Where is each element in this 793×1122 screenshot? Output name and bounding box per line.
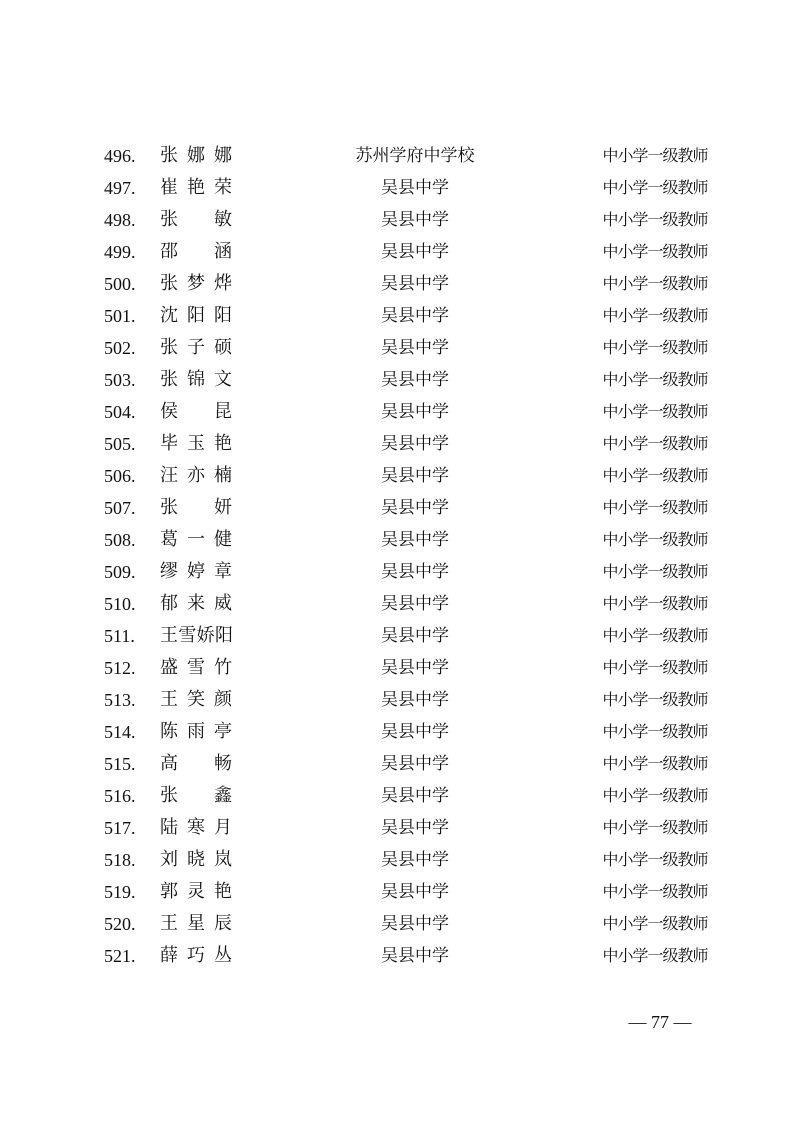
entry-number: 498. [104,210,136,230]
name-character: 雪 [178,625,196,646]
school-name: 苏州学府中学校 [355,146,475,166]
entry-number: 520. [104,914,136,934]
teacher-name [160,880,232,904]
entry-number: 505. [104,434,136,454]
teacher-title: 中小学一级教师 [602,402,708,421]
teacher-name [160,496,232,520]
name-character: 张 [160,145,178,166]
school-name: 吴县中学 [381,850,449,870]
name-character: 阳 [214,625,232,646]
entry-number: 496. [104,146,136,166]
teacher-title: 中小学一级教师 [602,818,708,837]
name-character: 娇 [196,625,214,646]
teacher-title: 中小学一级教师 [602,210,708,229]
name-character: 汪 [160,465,178,486]
name-character: 张 [160,273,178,294]
list-item [0,524,793,556]
list-item [0,332,793,364]
name-character: 王 [160,689,178,710]
name-character: 亦 [187,465,205,486]
list-item [0,684,793,716]
name-character: 葛 [160,529,178,550]
teacher-title: 中小学一级教师 [602,274,708,293]
name-character: 阳 [187,305,205,326]
name-character: 艳 [187,177,205,198]
list-item [0,460,793,492]
list-item [0,876,793,908]
list-item [0,140,793,172]
teacher-name [160,464,232,488]
teacher-name [160,624,232,648]
teacher-name [160,144,232,168]
teacher-title: 中小学一级教师 [602,626,708,645]
school-name: 吴县中学 [381,722,449,742]
name-character: 辰 [214,913,232,934]
school-name: 吴县中学 [381,530,449,550]
school-name: 吴县中学 [381,754,449,774]
entry-number: 506. [104,466,136,486]
school-name: 吴县中学 [381,402,449,422]
entry-number: 508. [104,530,136,550]
name-character: 张 [160,337,178,358]
name-character: 薛 [160,945,178,966]
entry-number: 519. [104,882,136,902]
name-character: 鑫 [214,785,232,806]
teacher-title: 中小学一级教师 [602,306,708,325]
name-character: 陆 [160,817,178,838]
list-item [0,652,793,684]
name-character: 玉 [187,433,205,454]
name-character: 娜 [214,145,232,166]
name-character: 威 [214,593,232,614]
name-character: 陈 [160,721,178,742]
school-name: 吴县中学 [381,626,449,646]
school-name: 吴县中学 [381,658,449,678]
teacher-name [160,720,232,744]
school-name: 吴县中学 [381,274,449,294]
teacher-name [160,656,232,680]
teacher-title: 中小学一级教师 [602,690,708,709]
name-character: 岚 [214,849,232,870]
teacher-name [160,912,232,936]
entry-number: 511. [104,626,135,646]
teacher-name [160,368,232,392]
teacher-name [160,176,232,200]
name-character: 郭 [160,881,178,902]
name-character: 寒 [187,817,205,838]
name-character: 婷 [187,561,205,582]
list-item [0,844,793,876]
teacher-title: 中小学一级教师 [602,946,708,965]
entry-number: 513. [104,690,136,710]
name-character: 娜 [187,145,205,166]
name-character: 王 [160,913,178,934]
name-character: 阳 [214,305,232,326]
teacher-name [160,240,232,264]
school-name: 吴县中学 [381,562,449,582]
entry-number: 521. [104,946,136,966]
list-item [0,364,793,396]
list-item [0,268,793,300]
school-name: 吴县中学 [381,946,449,966]
name-character: 雪 [187,657,205,678]
teacher-title: 中小学一级教师 [602,338,708,357]
name-character: 锦 [187,369,205,390]
school-name: 吴县中学 [381,786,449,806]
list-item [0,780,793,812]
teacher-name [160,528,232,552]
name-character: 来 [187,593,205,614]
teacher-title: 中小学一级教师 [602,914,708,933]
name-character: 一 [187,529,205,550]
teacher-title: 中小学一级教师 [602,466,708,485]
name-character: 高 [160,753,178,774]
name-character: 敏 [214,209,232,230]
school-name: 吴县中学 [381,818,449,838]
list-item [0,716,793,748]
name-character: 楠 [214,465,232,486]
name-character: 荣 [214,177,232,198]
name-character: 烨 [214,273,232,294]
list-item [0,940,793,972]
name-character: 崔 [160,177,178,198]
teacher-title: 中小学一级教师 [602,754,708,773]
list-item [0,396,793,428]
entry-number: 501. [104,306,136,326]
list-item [0,300,793,332]
teacher-title: 中小学一级教师 [602,850,708,869]
entry-number: 514. [104,722,136,742]
school-name: 吴县中学 [381,882,449,902]
teacher-name [160,592,232,616]
school-name: 吴县中学 [381,210,449,230]
list-item [0,172,793,204]
list-item [0,236,793,268]
entry-number: 512. [104,658,136,678]
list-item [0,908,793,940]
name-character: 涵 [214,241,232,262]
name-character: 文 [214,369,232,390]
teacher-title: 中小学一级教师 [602,786,708,805]
name-character: 竹 [214,657,232,678]
name-character: 昆 [214,401,232,422]
teacher-title: 中小学一级教师 [602,178,708,197]
school-name: 吴县中学 [381,178,449,198]
name-character: 硕 [214,337,232,358]
teacher-name [160,688,232,712]
school-name: 吴县中学 [381,434,449,454]
school-name: 吴县中学 [381,306,449,326]
teacher-name [160,336,232,360]
entry-number: 497. [104,178,136,198]
name-character: 丛 [214,945,232,966]
list-item [0,492,793,524]
school-name: 吴县中学 [381,466,449,486]
name-character: 亭 [214,721,232,742]
entry-number: 509. [104,562,136,582]
name-character: 晓 [187,849,205,870]
name-character: 毕 [160,433,178,454]
teacher-name [160,848,232,872]
page-number: — 77 — [628,1012,692,1032]
teacher-title: 中小学一级教师 [602,498,708,517]
name-character: 灵 [187,881,205,902]
list-item [0,620,793,652]
name-character: 刘 [160,849,178,870]
name-character: 张 [160,209,178,230]
teacher-title: 中小学一级教师 [602,562,708,581]
name-character: 星 [187,913,205,934]
entry-number: 502. [104,338,136,358]
list-item [0,556,793,588]
name-character: 子 [187,337,205,358]
name-character: 王 [160,625,177,646]
school-name: 吴县中学 [381,338,449,358]
school-name: 吴县中学 [381,242,449,262]
list-item [0,428,793,460]
entry-number: 504. [104,402,136,422]
teacher-name [160,400,232,424]
teacher-name [160,560,232,584]
entry-number: 516. [104,786,136,806]
list-item [0,588,793,620]
teacher-title: 中小学一级教师 [602,882,708,901]
entry-number: 500. [104,274,136,294]
school-name: 吴县中学 [381,690,449,710]
name-character: 笑 [187,689,205,710]
teacher-title: 中小学一级教师 [602,434,708,453]
teacher-name [160,208,232,232]
name-character: 侯 [160,401,178,422]
name-character: 邵 [160,241,178,262]
name-character: 张 [160,497,178,518]
name-character: 张 [160,369,178,390]
entry-number: 507. [104,498,136,518]
list-item [0,748,793,780]
name-character: 畅 [214,753,232,774]
entry-number: 499. [104,242,136,262]
school-name: 吴县中学 [381,370,449,390]
name-character: 章 [214,561,232,582]
teacher-name [160,272,232,296]
name-character: 月 [214,817,232,838]
name-character: 雨 [187,721,205,742]
teacher-name [160,304,232,328]
name-character: 颜 [214,689,232,710]
name-character: 郁 [160,593,178,614]
name-character: 缪 [160,561,178,582]
teacher-title: 中小学一级教师 [602,370,708,389]
teacher-title: 中小学一级教师 [602,594,708,613]
name-character: 巧 [187,945,205,966]
entry-number: 515. [104,754,136,774]
teacher-title: 中小学一级教师 [602,146,708,165]
name-character: 妍 [214,497,232,518]
name-character: 梦 [187,273,205,294]
teacher-title: 中小学一级教师 [602,722,708,741]
name-character: 艳 [214,881,232,902]
entry-number: 517. [104,818,136,838]
name-character: 艳 [214,433,232,454]
teacher-name [160,816,232,840]
teacher-list [0,140,793,972]
teacher-name [160,752,232,776]
school-name: 吴县中学 [381,498,449,518]
name-character: 盛 [160,657,178,678]
teacher-title: 中小学一级教师 [602,658,708,677]
entry-number: 518. [104,850,136,870]
teacher-name [160,944,232,968]
entry-number: 503. [104,370,136,390]
school-name: 吴县中学 [381,914,449,934]
name-character: 健 [214,529,232,550]
teacher-name [160,784,232,808]
list-item [0,812,793,844]
teacher-name [160,432,232,456]
name-character: 沈 [160,305,178,326]
teacher-title: 中小学一级教师 [602,242,708,261]
entry-number: 510. [104,594,136,614]
school-name: 吴县中学 [381,594,449,614]
list-item [0,204,793,236]
teacher-title: 中小学一级教师 [602,530,708,549]
name-character: 张 [160,785,178,806]
